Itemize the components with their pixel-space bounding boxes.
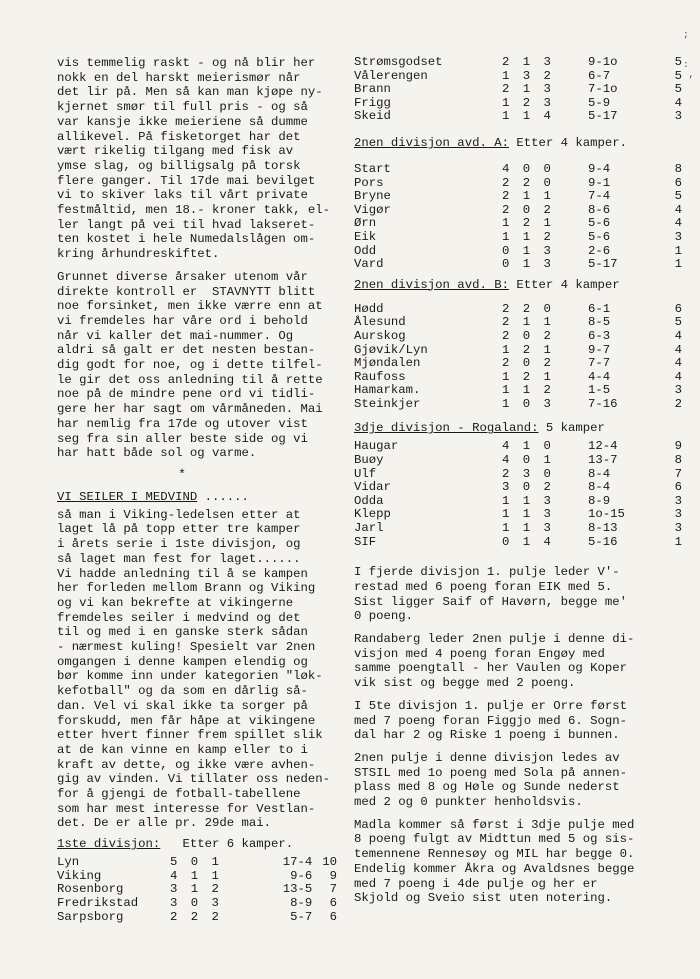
standings-goals: 7-1o xyxy=(588,82,618,97)
standings-row xyxy=(354,454,688,468)
standings-row xyxy=(354,330,688,344)
standings-rec: 4 0 1 xyxy=(502,453,554,468)
div3-label: 3dje divisjon - Rogaland: xyxy=(354,421,539,436)
standings-goals: 7-4 xyxy=(588,189,611,204)
standings-goals: 5-17 xyxy=(588,109,618,124)
standings-goals: 8-4 xyxy=(588,480,611,495)
standings-goals: 9-4 xyxy=(588,161,611,176)
standings-row xyxy=(354,163,688,177)
standings-row xyxy=(57,883,347,897)
div5-pulje2-paragraph: 2nen pulje i denne divisjon ledes av STSIL med 1o poeng med Sola på annen- plass med 8 og Høle og Sunde nederst med 2 og 0 punkter henholdsvis. xyxy=(354,750,628,810)
standings-row xyxy=(354,357,688,371)
standings-pts: 5 xyxy=(674,68,682,83)
standings-goals: 13-7 xyxy=(588,453,618,468)
standings-pts: 5 xyxy=(674,55,682,69)
standings-rec: 1 1 4 xyxy=(502,109,554,124)
standings-rec: 1 1 3 xyxy=(502,507,554,522)
div2a-table xyxy=(354,163,688,272)
standings-goals: 8-9 xyxy=(290,895,313,910)
standings-pts: 2 xyxy=(674,396,682,411)
standings-goals: 9-1 xyxy=(588,175,611,190)
standings-rec: 1 1 3 xyxy=(502,493,554,508)
standings-goals: 5-9 xyxy=(588,95,611,110)
div1-heading xyxy=(57,837,347,852)
standings-rec: 1 2 1 xyxy=(502,216,554,231)
standings-goals: 5-7 xyxy=(290,909,313,924)
standings-row xyxy=(354,495,688,509)
standings-rec: 2 1 3 xyxy=(502,55,554,69)
standings-pts: 4 xyxy=(674,328,682,343)
standings-goals: 8-5 xyxy=(588,315,611,330)
viking-paragraph: så man i Viking-ledelsen etter at laget lå på topp etter tre kamper i årets serie i 1ste divisjon, og så laget man fest for laget...... Vi hadde anledning til å se kampen her forleden mellom Brann og Viking og vi kan bekrefte at vikingerne fremdeles seiler i medvind og det til og med i en ganske sterk sådan - nærmest kuling! Spesielt var 2nen omgangen i denne kampen elendig og bør komme inn under kategorien "løk- kefotball" og da som en dårlig så- dan. Vel vi skal ikke ta sorger på forskudd, men får håpe at vikingene etter hvert finner frem spillet slik at de kan vinne en kamp eller to i kraft av dette, og ikke være avhen- gig av vinden. Vi tillater oss neden- for å gjengi de fotball-tabellene som har mest interesse for Vestlan- det. De er alle pr. 29de mai. xyxy=(57,507,331,831)
standings-pts: 8 xyxy=(674,161,682,176)
standings-team: Klepp xyxy=(354,507,391,522)
div1-after: Etter 6 kamper. xyxy=(160,837,294,852)
div2b-table xyxy=(354,303,688,412)
standings-team: Start xyxy=(354,161,391,176)
standings-rec: 1 0 3 xyxy=(502,396,554,411)
div1-table-continued xyxy=(354,56,688,124)
standings-rec: 1 2 1 xyxy=(502,342,554,357)
standings-goals: 4-4 xyxy=(588,369,611,384)
standings-row xyxy=(354,468,688,482)
article-heading-dots: ...... xyxy=(197,489,249,504)
standings-team: Sarpsborg xyxy=(57,909,124,924)
standings-team: Ulf xyxy=(354,466,377,481)
standings-rec: 2 0 2 xyxy=(502,202,554,217)
standings-team: Pors xyxy=(354,175,384,190)
standings-goals: 1o-15 xyxy=(588,507,625,522)
div1-table xyxy=(57,856,347,924)
article-heading xyxy=(57,490,347,505)
standings-team: Eik xyxy=(354,229,377,244)
standings-pts: 1 xyxy=(674,243,682,258)
standings-team: Vard xyxy=(354,257,384,272)
standings-pts: 4 xyxy=(674,216,682,231)
standings-pts: 6 xyxy=(674,480,682,495)
standings-pts: 1 xyxy=(674,534,682,549)
standings-rec: 2 2 0 xyxy=(502,301,554,316)
div2b-label: 2nen divisjon avd. B: xyxy=(354,277,509,292)
standings-team: Haugar xyxy=(354,439,399,454)
standings-rec: 0 1 4 xyxy=(502,534,554,549)
standings-team: Rosenborg xyxy=(57,882,124,897)
div2a-after: Etter 4 kamper. xyxy=(508,135,628,150)
section-divider: * xyxy=(178,466,186,482)
standings-row xyxy=(354,83,688,97)
standings-rec: 0 1 3 xyxy=(502,243,554,258)
standings-team: Vidar xyxy=(354,480,391,495)
standings-team: Steinkjer xyxy=(354,396,421,411)
standings-rec: 3 0 3 xyxy=(170,895,222,910)
right-column xyxy=(354,56,688,906)
standings-row xyxy=(354,177,688,191)
standings-rec: 1 1 2 xyxy=(502,229,554,244)
standings-pts: 6 xyxy=(674,175,682,190)
standings-goals: 12-4 xyxy=(588,439,618,454)
standings-goals: 7-16 xyxy=(588,396,618,411)
div5-pulje1-paragraph: I 5te divisjon 1. pulje er Orre først med 7 poeng foran Figgjo med 6. Sogn- dal har 2 og Riske 1 poeng i bunnen. xyxy=(354,698,628,743)
standings-rec: 0 1 3 xyxy=(502,257,554,272)
standings-pts: 4 xyxy=(674,202,682,217)
div2b-after: Etter 4 kamper xyxy=(508,277,620,292)
standings-row xyxy=(354,508,688,522)
standings-team: Strømsgodset xyxy=(354,55,443,69)
standings-team: Frigg xyxy=(354,95,391,110)
standings-pts: 6 xyxy=(674,301,682,316)
standings-goals: 8-4 xyxy=(588,466,611,481)
standings-rec: 2 0 2 xyxy=(502,328,554,343)
standings-team: Fredrikstad xyxy=(57,895,139,910)
standings-row xyxy=(354,231,688,245)
standings-team: Ålesund xyxy=(354,315,406,330)
div3-table xyxy=(354,440,688,549)
standings-rec: 3 1 2 xyxy=(170,882,222,897)
standings-rec: 4 0 0 xyxy=(502,161,554,176)
standings-pts: 4 xyxy=(674,356,682,371)
div5-pulje3-4-paragraph: Madla kommer så først i 3dje pulje med 8 poeng fulgt av Midttun med 5 og sis- temennene Rennesøy og MIL har begge 0. Endelig kommer Åkra og Avaldsnes begge med 7 poeng i 4de pulje og her er Skjold og Sveio sist uten notering. xyxy=(354,817,635,906)
standings-team: Lyn xyxy=(57,855,80,870)
standings-row xyxy=(57,856,347,870)
standings-rec: 5 0 1 xyxy=(170,855,222,870)
standings-row xyxy=(57,911,347,925)
div2b-heading xyxy=(354,278,688,293)
standings-goals: 6-3 xyxy=(588,328,611,343)
standings-row xyxy=(354,245,688,259)
standings-goals: 2-6 xyxy=(588,243,611,258)
standings-row xyxy=(354,344,688,358)
standings-row xyxy=(354,384,688,398)
standings-team: Buøy xyxy=(354,453,384,468)
standings-team: Gjøvik/Lyn xyxy=(354,342,428,357)
standings-pts: 5 xyxy=(674,189,682,204)
standings-team: Ørn xyxy=(354,216,377,231)
standings-goals: 5-6 xyxy=(588,229,611,244)
standings-goals: 9-7 xyxy=(588,342,611,357)
standings-pts: 3 xyxy=(674,521,682,536)
standings-pts: 10 xyxy=(322,855,337,870)
standings-rec: 2 1 1 xyxy=(502,315,554,330)
standings-row xyxy=(354,97,688,111)
standings-row xyxy=(354,398,688,412)
standings-pts: 3 xyxy=(674,493,682,508)
standings-team: Jarl xyxy=(354,521,384,536)
standings-row xyxy=(354,190,688,204)
standings-rec: 1 2 1 xyxy=(502,369,554,384)
standings-pts: 7 xyxy=(329,882,337,897)
standings-team: Hamarkam. xyxy=(354,383,421,398)
div3-after: 5 kamper xyxy=(538,421,605,436)
article-heading-text: VI SEILER I MEDVIND xyxy=(57,489,198,504)
standings-rec: 1 1 2 xyxy=(502,383,554,398)
standings-pts: 9 xyxy=(674,439,682,454)
div3-heading xyxy=(354,421,688,436)
margin-mark: ; : , xyxy=(683,30,694,80)
standings-pts: 8 xyxy=(674,453,682,468)
standings-pts: 3 xyxy=(674,109,682,124)
standings-rec: 2 1 3 xyxy=(502,82,554,97)
standings-row xyxy=(354,70,688,84)
standings-goals: 7-7 xyxy=(588,356,611,371)
standings-rec: 2 3 0 xyxy=(502,466,554,481)
div2a-label: 2nen divisjon avd. A: xyxy=(354,135,509,150)
standings-rec: 4 1 0 xyxy=(502,439,554,454)
standings-goals: 6-1 xyxy=(588,301,611,316)
standings-team: Odd xyxy=(354,243,377,258)
standings-pts: 7 xyxy=(674,466,682,481)
delay-paragraph: Grunnet diverse årsaker utenom vår direkte kontroll er STAVNYTT blitt noe forsinket, men ikke værre enn at vi fremdeles har våre ord i behold når vi kaller det mai-nummer. Og aldri så galt er det nesten bestan- dig godt for noe, og i dette tilfel- le gir det oss anledning til å rette noe på de mindre pene ord vi tidli- gere her har sagt om vårmåneden. Mai har nemlig fra 17de og utover vist seg fra sin aller beste side og vi har hatt både sol og varme. xyxy=(57,269,323,461)
standings-pts: 9 xyxy=(329,868,337,883)
standings-team: Aurskog xyxy=(354,328,406,343)
standings-row xyxy=(354,371,688,385)
standings-pts: 5 xyxy=(674,315,682,330)
standings-team: Vålerengen xyxy=(354,68,428,83)
standings-rec: 1 3 2 xyxy=(502,68,554,83)
standings-goals: 8-6 xyxy=(588,202,611,217)
standings-team: Brann xyxy=(354,82,391,97)
div2a-heading xyxy=(354,136,688,151)
standings-row xyxy=(354,258,688,272)
standings-goals: 5-17 xyxy=(588,257,618,272)
standings-row xyxy=(57,870,347,884)
standings-pts: 6 xyxy=(329,909,337,924)
div1-label: 1ste divisjon: xyxy=(57,837,161,852)
standings-pts: 6 xyxy=(329,895,337,910)
standings-team: Mjøndalen xyxy=(354,356,421,371)
standings-pts: 1 xyxy=(674,257,682,272)
standings-rec: 2 2 0 xyxy=(502,175,554,190)
standings-row xyxy=(354,56,688,70)
standings-row xyxy=(354,536,688,550)
standings-team: Viking xyxy=(57,868,102,883)
standings-goals: 5-16 xyxy=(588,534,618,549)
standings-rec: 3 0 2 xyxy=(502,480,554,495)
standings-goals: 9-1o xyxy=(588,55,618,69)
standings-team: Vigør xyxy=(354,202,391,217)
standings-team: Bryne xyxy=(354,189,391,204)
standings-pts: 3 xyxy=(674,383,682,398)
standings-row xyxy=(354,316,688,330)
standings-goals: 6-7 xyxy=(588,68,611,83)
standings-team: Hødd xyxy=(354,301,384,316)
standings-pts: 5 xyxy=(674,82,682,97)
standings-goals: 9-6 xyxy=(290,868,313,883)
standings-goals: 5-6 xyxy=(588,216,611,231)
standings-rec: 2 2 2 xyxy=(170,909,222,924)
standings-row xyxy=(354,217,688,231)
standings-team: Raufoss xyxy=(354,369,406,384)
left-column xyxy=(57,56,347,924)
standings-row xyxy=(354,110,688,124)
standings-pts: 3 xyxy=(674,507,682,522)
standings-team: Skeid xyxy=(354,109,391,124)
standings-row xyxy=(354,204,688,218)
standings-rec: 1 1 3 xyxy=(502,521,554,536)
standings-goals: 8-13 xyxy=(588,521,618,536)
standings-goals: 1-5 xyxy=(588,383,611,398)
standings-rec: 4 1 1 xyxy=(170,868,222,883)
standings-goals: 13-5 xyxy=(282,882,313,897)
standings-rec: 1 2 3 xyxy=(502,95,554,110)
standings-rec: 2 1 1 xyxy=(502,189,554,204)
div4-pulje1-paragraph: I fjerde divisjon 1. pulje leder V'- restad med 6 poeng foran EIK med 5. Sist ligger Saif of Havørn, begge me' 0 poeng. xyxy=(354,565,628,624)
standings-row xyxy=(354,440,688,454)
standings-row xyxy=(57,897,347,911)
standings-pts: 3 xyxy=(674,229,682,244)
standings-goals: 8-9 xyxy=(588,493,611,508)
standings-pts: 4 xyxy=(674,369,682,384)
standings-team: Odda xyxy=(354,493,384,508)
standings-rec: 2 0 2 xyxy=(502,356,554,371)
div4-pulje2-paragraph: Randaberg leder 2nen pulje i denne di- visjon med 4 poeng foran Engøy med samme poengtall - her Vaulen og Koper vik sist og begge med 2 poeng. xyxy=(354,632,635,691)
standings-row xyxy=(354,481,688,495)
standings-row xyxy=(354,522,688,536)
standings-team: SIF xyxy=(354,534,377,549)
intro-paragraph: vis temmelig raskt - og nå blir her nokk en del harskt meierismør når det lir på. Men så kan man kjøpe ny- kjernet smør til full pris - og så var kansje ikke meieriene så dumme allikevel. På fisketorget har det vært rikelig tilgang med fisk av ymse slag, og billigsalg på torsk flere ganger. Til 17de mai bevilget vi to skiver laks til vårt private festmåltid, men 18.- kroner takk, el- ler langt på vei til hvad lakseret- ten kostet i hele Numedalslågen om- kring århundreskiftet. xyxy=(57,56,331,262)
standings-pts: 4 xyxy=(674,95,682,110)
standings-pts: 4 xyxy=(674,342,682,357)
standings-goals: 17-4 xyxy=(282,855,313,870)
